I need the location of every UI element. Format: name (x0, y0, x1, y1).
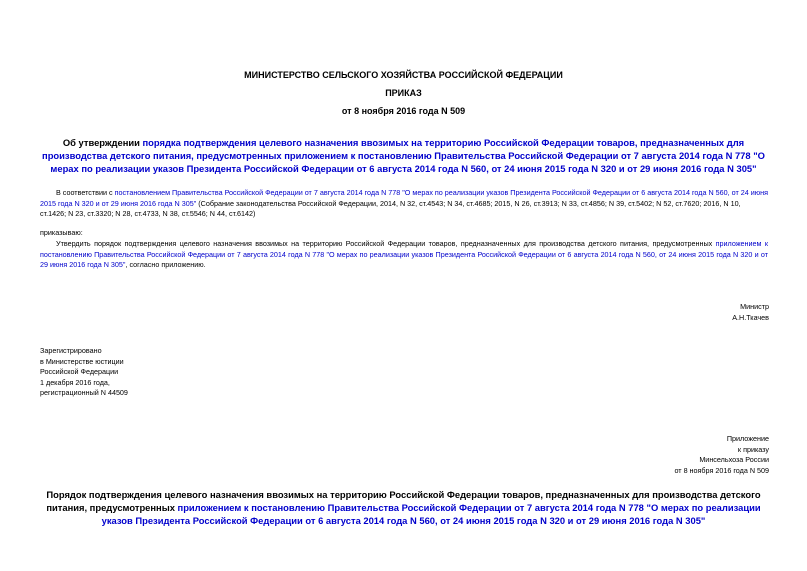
order-word: приказываю: (40, 228, 83, 237)
order-title (40, 136, 767, 175)
document-date-number: от 8 ноября 2016 года N 509 (341, 106, 466, 116)
order-paragraph (40, 239, 768, 271)
signature-block (732, 302, 769, 323)
appendix-line: Минсельхоза России (699, 455, 769, 464)
preamble-link[interactable]: постановлением Правительства Российской Федерации от 7 августа 2014 года N 778 "О мерах по реализации указов Президента Российской Федерации от 6 августа 2014 года N 560, от 24 июня 2015 года N 320 и от 29 июня 2016 года N 305" (40, 188, 769, 208)
ministry-heading: МИНИСТЕРСТВО СЕЛЬСКОГО ХОЗЯЙСТВА РОССИЙСКОЙ ФЕДЕРАЦИИ (244, 70, 563, 80)
order-prefix: Утвердить порядок подтверждения целевого назначения ввозимых на территорию Российской Федерации товаров, предназначенных для производства детского питания, предусмотренных (56, 239, 716, 248)
document-type: ПРИКАЗ (385, 88, 422, 98)
preamble-paragraph (40, 188, 768, 220)
order-suffix: , согласно приложению. (125, 260, 206, 269)
order-link[interactable]: приложением к постановлению Правительства Российской Федерации от 7 августа 2014 года N 778 "О мерах по реализации указов Президента Российской Федерации от 6 августа 2014 года N 560, от 24 июня 2015 года N 320 и от 29 июня 2016 года N 305" (40, 239, 769, 269)
preamble-prefix: В соответствии с (56, 188, 115, 197)
order-title-prefix: Об утверждении (62, 137, 143, 148)
appendix-line: от 8 ноября 2016 года N 509 (674, 465, 769, 475)
registration-line: Российской Федерации (40, 367, 119, 376)
registration-line: в Министерстве юстиции (40, 356, 124, 366)
appendix-line: Приложение (726, 434, 769, 443)
appendix-line: к приказу (737, 444, 769, 454)
signature-name: А.Н.Ткачев (732, 312, 769, 322)
appendix-block (674, 434, 769, 476)
signature-position: Министр (740, 302, 769, 311)
registration-block (40, 346, 128, 399)
registration-line: регистрационный N 44509 (40, 388, 128, 397)
procedure-title-link[interactable]: приложением к постановлению Правительства Российской Федерации от 7 августа 2014 года N 778 "О мерах по реализации указов Президента Российской Федерации от 6 августа 2014 года N 560, от 24 июня 2015 года N 320 и от 29 июня 2016 года N 305" (101, 502, 761, 526)
registration-line: 1 декабря 2016 года, (40, 377, 110, 387)
procedure-title-prefix: Порядок подтверждения целевого назначения ввозимых на территорию Российской Федерации товаров, предназначенных для производства детского питания, предусмотренных (46, 489, 761, 513)
registration-line: Зарегистрировано (40, 346, 102, 355)
preamble-suffix: (Собрание законодательства Российской Федерации, 2014, N 32, ст.4543; N 34, ст.4685; 2015, N 26, ст.3913; N 33, ст.4856; N 39, ст.5402; N 52, ст.7620; 2016, N 10, ст.1426; N 23, ст.3320; N 28, ст.4733, N 38, ст.5546; N 44, ст.6142) (40, 198, 741, 218)
order-title-link[interactable]: порядка подтверждения целевого назначения ввозимых на территорию Российской Федерации товаров, предназначенных для производства детского питания, предусмотренных приложением к постановлению Правительства Российской Федерации от 7 августа 2014 года N 778 "О мерах по реализации указов Президента Российской Федерации от 6 августа 2014 года N 560, от 24 июня 2015 года N 320 и от 29 июня 2016 года N 305" (42, 137, 765, 174)
procedure-title (40, 488, 767, 527)
